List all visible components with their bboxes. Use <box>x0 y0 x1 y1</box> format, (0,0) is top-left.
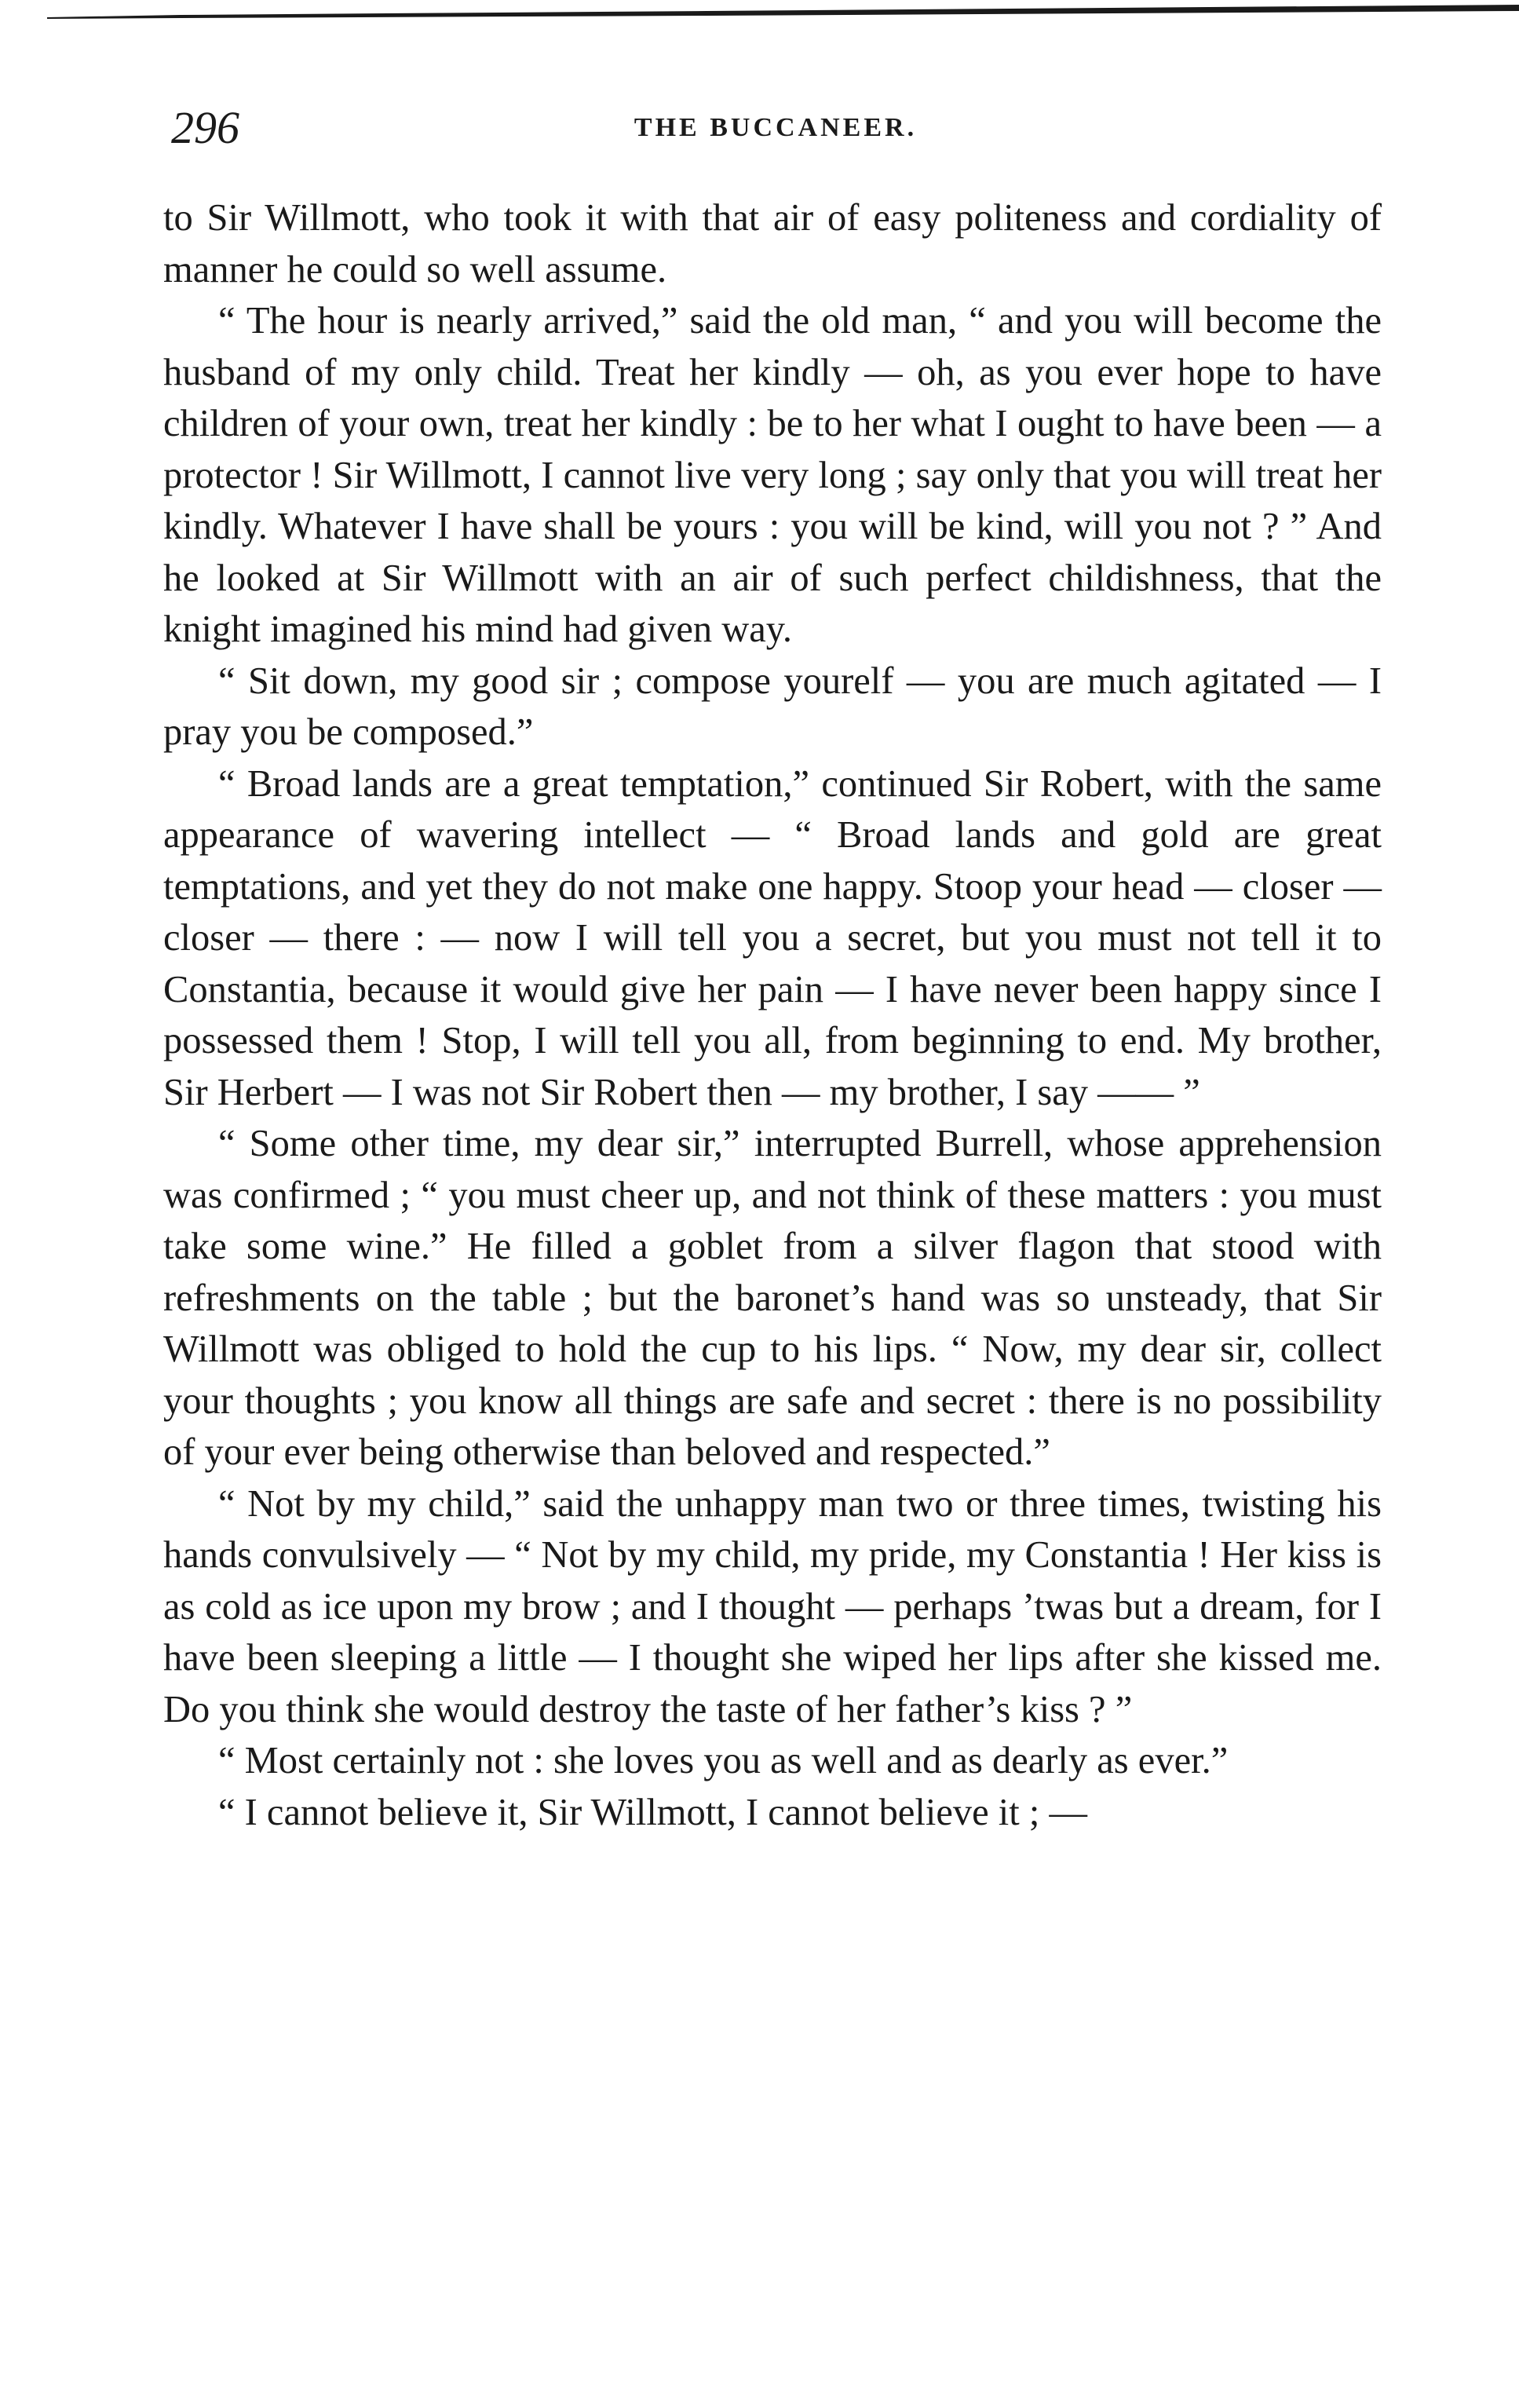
paragraph: “ Some other time, my dear sir,” interrupted Burrell, whose apprehension was confirmed ; “ you must cheer up, and not think of these matters : you must take some wine.” He filled a goblet from a silver flagon that stood with refreshments on the table ; but the baronet’s hand was so unsteady, that Sir Willmott was obliged to hold the cup to his lips. “ Now, my dear sir, collect your thoughts ; you know all things are safe and secret : there is no possibility of your ever being otherwise than beloved and respected.” <box>163 1123 1382 1473</box>
paragraph: “ Broad lands are a great temptation,” continued Sir Robert, with the same appearance of wavering intellect — “ Broad lands and gold are great temptations, and yet they do not make one happy. Stoop your head — closer — closer — there : — now I will tell you a secret, but you must not tell it to Constantia, because it would give her pain — I have never been happy since I possessed them ! Stop, I will tell you all, from beginning to end. My brother, Sir Herbert — I was not Sir Robert then — my brother, I say —— ” <box>163 762 1382 1113</box>
paragraph: “ I cannot believe it, Sir Willmott, I cannot believe it ; — <box>218 1791 1087 1833</box>
top-rule <box>0 0 1519 24</box>
paragraph: “ Most certainly not : she loves you as well and as dearly as ever.” <box>218 1740 1229 1781</box>
paragraph: “ Sit down, my good sir ; compose yourelf — you are much agitated — I pray you be composed.” <box>163 660 1382 753</box>
paragraph: “ Not by my child,” said the unhappy man two or three times, twisting his hands convulsively — “ Not by my child, my pride, my Constantia ! Her kiss is as cold as ice upon my brow ; and I thought — perhaps ’twas but a dream, for I have been sleeping a little — I thought she wiped her lips after she kissed me. Do you think she would destroy the taste of her father’s kiss ? ” <box>163 1482 1382 1730</box>
page-header <box>171 93 1380 163</box>
running-title: THE BUCCANEER. <box>634 113 918 142</box>
body-text <box>163 192 1382 1838</box>
paragraph: “ The hour is nearly arrived,” said the old man, “ and you will become the husband of my only child. Treat her kindly — oh, as you ever hope to have children of your own, treat her kindly : be to her what I ought to have been — a protector ! Sir Willmott, I cannot live very long ; say only that you will treat her kindly. Whatever I have shall be yours : you will be kind, will you not ? ” And he looked at Sir Willmott with an air of such perfect childishness, that the knight imagined his mind had given way. <box>163 300 1382 650</box>
paragraph: to Sir Willmott, who took it with that air of easy politeness and cordiality of manner he could so well assume. <box>163 197 1382 290</box>
page-number: 296 <box>171 102 239 153</box>
